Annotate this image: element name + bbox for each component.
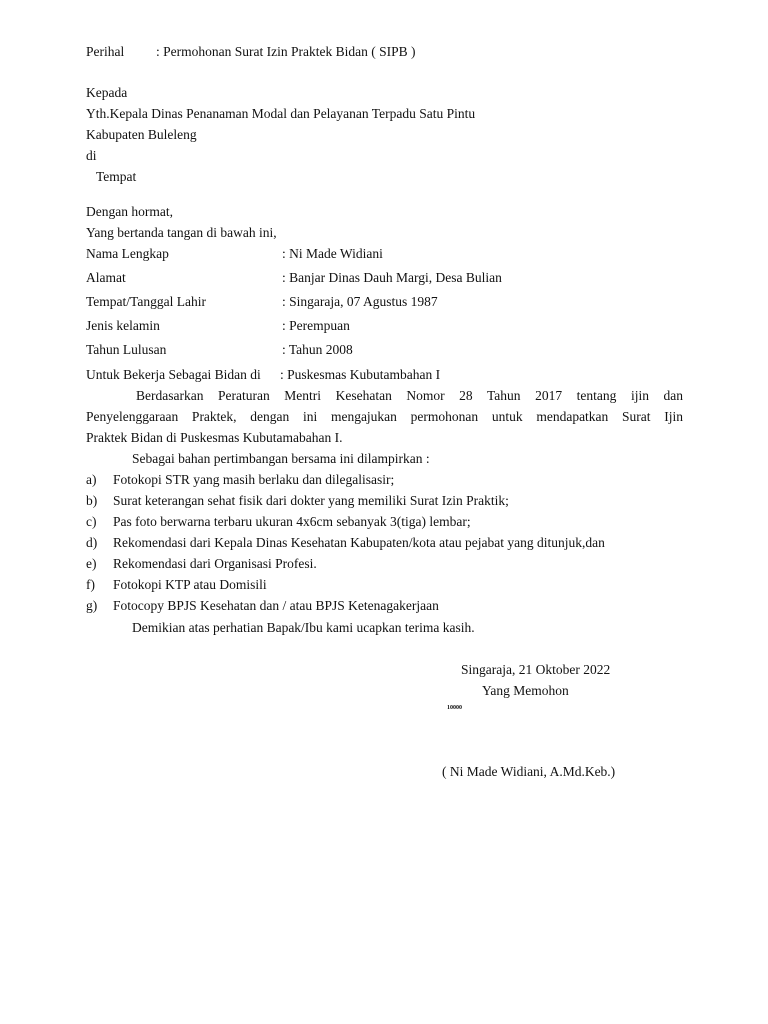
field-value: : Banjar Dinas Dauh Margi, Desa Bulian xyxy=(282,270,502,285)
field-value: : Singaraja, 07 Agustus 1987 xyxy=(282,294,438,309)
subject-label: Perihal xyxy=(86,44,125,59)
recipient-line-5: Tempat xyxy=(96,169,137,184)
list-item: Rekomendasi dari Kepala Dinas Kesehatan Kabupaten/kota atau pejabat yang ditunjuk,dan xyxy=(113,535,605,550)
list-marker: d) xyxy=(86,535,98,550)
signature-role: Yang Memohon xyxy=(482,683,569,698)
field-value: : Perempuan xyxy=(282,318,350,333)
intro: Yang bertanda tangan di bawah ini, xyxy=(86,225,277,240)
list-item: Fotokopi STR yang masih berlaku dan dilegalisasir; xyxy=(113,472,395,487)
signature-name: ( Ni Made Widiani, A.Md.Keb.) xyxy=(442,764,616,779)
field-value: : Ni Made Widiani xyxy=(282,246,383,261)
list-item: Surat keterangan sehat fisik dari dokter yang memiliki Surat Izin Praktik; xyxy=(113,493,509,508)
list-marker: a) xyxy=(86,472,97,487)
list-marker: c) xyxy=(86,514,97,529)
list-marker: b) xyxy=(86,493,98,508)
field-value: : Tahun 2008 xyxy=(282,342,353,357)
field-label: Nama Lengkap xyxy=(86,246,169,261)
list-item: Fotokopi KTP atau Domisili xyxy=(113,577,267,592)
subject-value: : Permohonan Surat Izin Praktek Bidan ( SIPB ) xyxy=(156,44,416,59)
list-marker: e) xyxy=(86,556,97,571)
signature-place-date: Singaraja, 21 Oktober 2022 xyxy=(461,662,611,677)
list-item: Pas foto berwarna terbaru ukuran 4x6cm sebanyak 3(tiga) lembar; xyxy=(113,514,471,529)
list-item: Fotocopy BPJS Kesehatan dan / atau BPJS Ketenagakerjaan xyxy=(113,598,439,613)
list-item: Rekomendasi dari Organisasi Profesi. xyxy=(113,556,317,571)
closing: Demikian atas perhatian Bapak/Ibu kami ucapkan terima kasih. xyxy=(132,620,475,635)
field-value: : Puskesmas Kubutambahan I xyxy=(280,367,441,382)
field-label: Tahun Lulusan xyxy=(86,342,167,357)
field-label: Alamat xyxy=(86,270,126,285)
recipient-line-2: Yth.Kepala Dinas Penanaman Modal dan Pelayanan Terpadu Satu Pintu xyxy=(86,106,476,121)
field-label: Untuk Bekerja Sebagai Bidan di xyxy=(86,367,261,382)
field-label: Tempat/Tanggal Lahir xyxy=(86,294,206,309)
recipient-line-4: di xyxy=(86,148,97,163)
body-paragraph-line-3: Praktek Bidan di Puskesmas Kubutamabahan I. xyxy=(86,430,343,445)
recipient-line-1: Kepada xyxy=(86,85,128,100)
attachments-intro: Sebagai bahan pertimbangan bersama ini dilampirkan : xyxy=(132,451,430,466)
body-paragraph-line-2: Penyelenggaraan Praktek, dengan ini mengajukan permohonan untuk mendapatkan Surat Ijin xyxy=(86,409,683,424)
list-marker: g) xyxy=(86,598,98,613)
stamp-text: 10000 xyxy=(447,705,462,711)
body-paragraph-line-1: Berdasarkan Peraturan Mentri Kesehatan Nomor 28 Tahun 2017 tentang ijin dan xyxy=(136,388,683,403)
list-marker: f) xyxy=(86,577,95,592)
greeting: Dengan hormat, xyxy=(86,204,173,219)
recipient-line-3: Kabupaten Buleleng xyxy=(86,127,197,142)
field-label: Jenis kelamin xyxy=(86,318,160,333)
